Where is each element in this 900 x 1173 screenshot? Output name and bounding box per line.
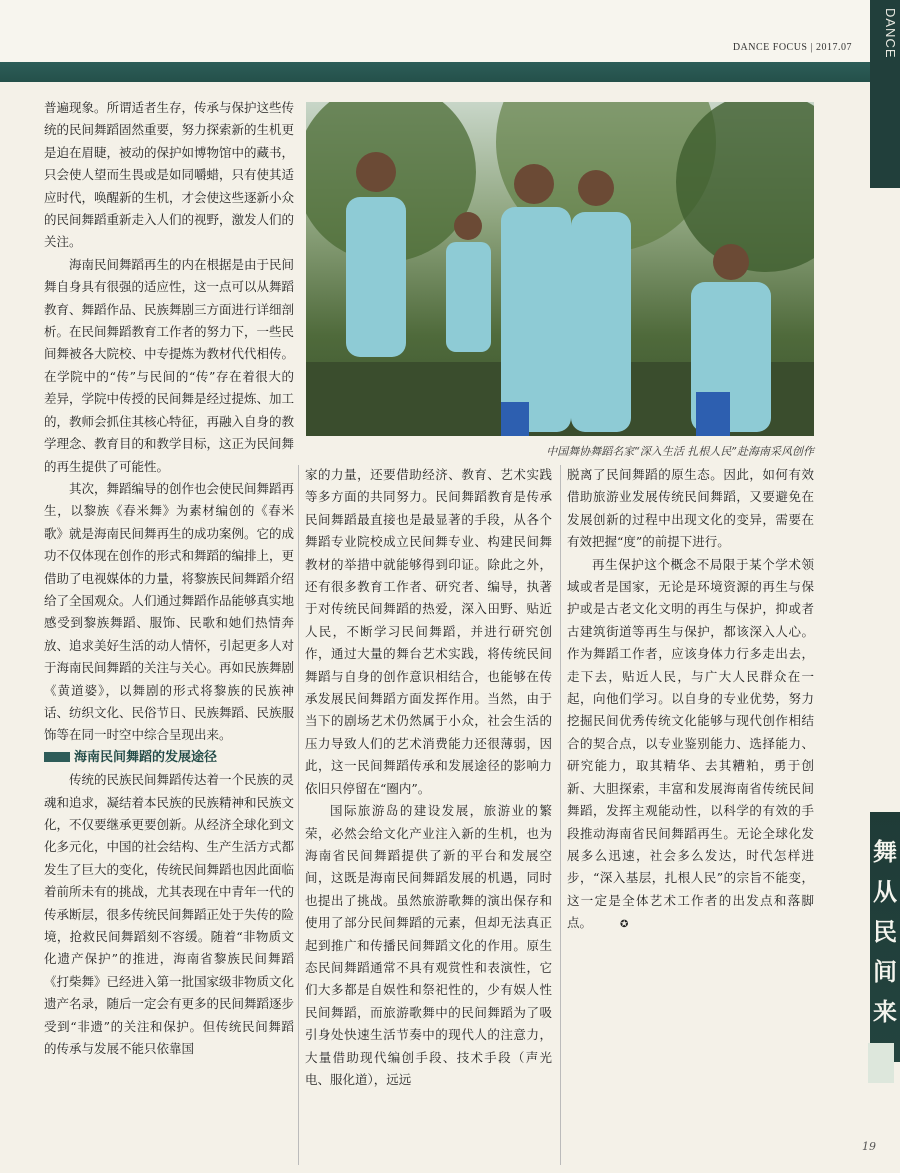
text-column-3 xyxy=(567,464,814,937)
paragraph: 其次，舞蹈编导的创作也会使民间舞蹈再生，以黎族《春米舞》为素材编创的《春米歌》就是海南民间舞再生的成功案例。它的成功不仅体现在创作的形式和舞蹈的编排上，更借助了电视媒体的力量，将黎族民间舞蹈介绍给了全国观众。人们通过舞蹈作品能够真实地感受到黎族舞蹈、服饰、民歌和她们热情奔放、追求美好生活的动人情怀，引起更多人对于海南民间舞蹈的关注与关心。再如民族舞剧《黄道婆》，以舞剧的形式将黎族的民族神话、纺织文化、民俗节日、民族舞蹈、民族服饰等在同一时空中综合呈现出来。 xyxy=(44,480,295,743)
side-title-text: 舞从民间来 xyxy=(873,838,897,1026)
text-column-2 xyxy=(305,464,552,1091)
heading-bar xyxy=(44,752,70,762)
end-mark-icon: ✪ xyxy=(620,919,629,931)
text-column-1 xyxy=(44,97,294,1060)
paragraph: 国际旅游岛的建设发展，旅游业的繁荣，必然会给文化产业注入新的生机，也为海南省民间舞蹈提供了新的平台和发展空间，这既是海南民间舞蹈发展的机遇，同时也提出了挑战。虽然旅游歌舞的演出保存和使用了部分民间舞蹈的元素，但却无法真正起到推广和传播民间舞蹈文化的作用。原生态民间舞蹈通常不具有观赏性和表演性，它们大多都是自娱性和祭祀性的，少有娱人性民间舞蹈，而旅游歌舞中的民间舞蹈为了吸引身处快速生活节奏中的现代人的注意力，大量借助现代编创手段、技术手段（声光电、服化道），远远 xyxy=(305,803,552,1087)
paragraph: 家的力量，还要借助经济、教育、艺术实践等多方面的共同努力。民间舞蹈教育是传承民间舞蹈最直接也是最显著的手段，从各个舞蹈专业院校成立民间舞专业、构建民间舞教材的举措中就能够得到印证。除此之外，还有很多教育工作者、研究者、编导，执著于对传统民间舞蹈的热爱，深入田野、贴近人民，不断学习民间舞蹈，并进行研究创作，通过大量的舞台艺术实践，将传统民间舞蹈与自身的创作意识相结合，也能够在传承发展民间舞蹈方面发挥作用。当然，由于当下的剧场艺术仍然属于小众，社会生活的压力导致人们的艺术消费能力还很薄弱，因此，这一民间舞蹈传承和发展途径的影响力依旧只停留在“圈内”。 xyxy=(305,467,552,796)
paragraph: 海南民间舞蹈再生的内在根据是由于民间舞自身具有很强的适应性，这一点可以从舞蹈教育、舞蹈作品、民族舞剧三方面进行详细剖析。在民间舞蹈教育工作者的努力下，一些民间舞被各大院校、中专提炼为教材代代相传。在学院中的“传”与民间的“传”存在着很大的差异，学院中传授的民间舞是经过提炼、加工的，教师会抓住其核心特征，再融入自身的教学理念、教育目的和教学目标，这正为民间舞的再生提供了可能性。 xyxy=(44,256,295,474)
section-heading-text: 海南民间舞蹈的发展途径 xyxy=(74,749,218,765)
paragraph xyxy=(567,554,814,937)
article-photo xyxy=(306,102,814,436)
side-section-title xyxy=(870,812,900,1062)
paragraph-text: 再生保护这个概念不局限于某个学术领域或者是国家，无论是环境资源的再生与保护或是古老文化文明的再生与保护，抑或者古建筑街道等再生与保护，都该深入人心。作为舞蹈工作者，应该身体力行多走出去，走下去，贴近人民，与广大人民群众在一起，向他们学习。以自身的专业优势，努力挖掘民间优秀传统文化能够与现代创作相结合的契合点，以专业鉴别能力、选择能力、研究能力，取其精华、去其糟粕，勇于创新、大胆探索，丰富和发展海南省传统民间舞蹈，发挥主观能动性，以科学的有效的手段推动海南省民间舞蹈再生。无论全球化发展多么迅速，社会多么发达，时代怎样进步，“深入基层，扎根人民”的宗旨不能变，这一定是全体艺术工作者的出发点和落脚点。 xyxy=(567,556,814,931)
musicians-illustration xyxy=(306,102,814,436)
paragraph: 普遍现象。所谓适者生存，传承与保护这些传统的民间舞蹈固然重要，努力探索新的生机更是迫在眉睫，被动的保护如博物馆中的藏书，只会使人望而生畏或是如同嚼蜡，只有使其适应时代，唤醒新的生机，才会使这些逐新小众的民间舞蹈重新走入人们的视野，激发人们的关注。 xyxy=(44,100,295,250)
photo-caption: 中国舞协舞蹈名家“深入生活 扎根人民”赴海南采风创作 xyxy=(546,445,814,458)
side-accent-box xyxy=(868,1043,894,1083)
column-divider xyxy=(298,465,299,1165)
side-tab xyxy=(870,0,900,188)
paragraph: 脱离了民间舞蹈的原生态。因此，如何有效借助旅游业发展传统民间舞蹈，又要避免在发展创新的过程中出现文化的变异，需要在有效把握“度”的前提下进行。 xyxy=(567,467,814,550)
column-divider xyxy=(560,465,561,1165)
header-meta: DANCE FOCUS | 2017.07 xyxy=(732,42,852,53)
header-rule xyxy=(0,62,870,82)
side-tab-text: DANCE xyxy=(883,8,898,59)
paragraph: 传统的民族民间舞蹈传达着一个民族的灵魂和追求，凝结着本民族的民族精神和民族文化，不仅要继承更要创新。从经济全球化到文化多元化，中国的社会结构、生产生活方式都发生了巨大的变化，传统民间舞蹈也因此面临着前所未有的挑战，尤其表现在中青年一代的传承断层，很多传统民间舞蹈正处于失传的险境，抢救民间舞蹈刻不容缓。随着“非物质文化遗产保护”的推进，海南省黎族民间舞蹈《打柴舞》已经进入第一批国家级非物质文化遗产名录，随后一定会有更多的民间舞蹈逐步受到“非遗”的关注和保护。但传统民间舞蹈的传承与发展不能只依靠国 xyxy=(44,772,295,1057)
page-number: 19 xyxy=(862,1140,876,1153)
section-heading xyxy=(44,747,294,769)
